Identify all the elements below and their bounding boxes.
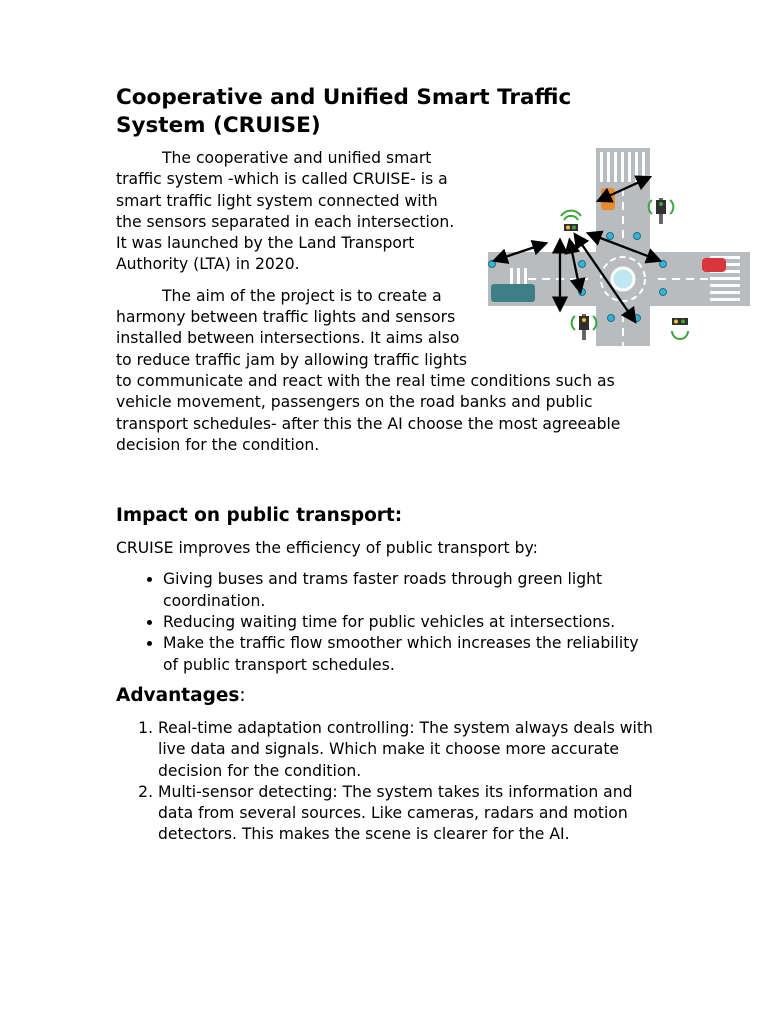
bus-icon <box>491 284 535 302</box>
document-page <box>116 84 656 846</box>
advantages-heading <box>116 684 656 708</box>
traffic-light-icon <box>572 314 597 340</box>
advantages-list <box>158 718 656 846</box>
impact-heading: Impact on public transport: <box>116 505 403 527</box>
list-item: • Reducing waiting time for public vehicles at intersections. <box>163 612 656 633</box>
list-item: • Giving buses and trams faster roads through green light coordination. <box>163 569 656 612</box>
impact-lead: CRUISE improves the efficiency of public transport by: <box>116 539 538 558</box>
roundabout-icon <box>612 268 634 290</box>
aim-paragraph: The aim of the project is to create a harmony between traffic lights and sensors installed between intersections. It aims also to reduce traffic jam by allowing traffic lights to communicate and react with the real time conditions such as vehicle movement, passengers on the road banks and public transport schedules- after this the AI choose the most agreeable decision for the condition. <box>116 286 621 454</box>
traffic-light-icon <box>672 318 688 339</box>
page-title: Cooperative and Unified Smart Traffic System (CRUISE) <box>116 85 572 138</box>
intersection-illustration <box>488 148 750 346</box>
list-item: 1. Real-time adaptation controlling: The system always deals with live data and signals. Which make it choose more accurate decision for the condition. <box>158 718 656 782</box>
advantages-heading-text: Advantages <box>116 684 240 706</box>
advantages-heading-colon: : <box>239 684 246 706</box>
intersection-diagram <box>488 148 750 346</box>
car-icon <box>702 258 726 272</box>
traffic-light-icon <box>649 198 674 224</box>
list-item: • Make the traffic flow smoother which increases the reliability of public transport schedules. <box>163 633 656 676</box>
list-item: 2. Multi-sensor detecting: The system takes its information and data from several sources. Like cameras, radars and motion detectors. This makes the scene is clearer for the AI. <box>158 782 656 846</box>
impact-list <box>163 569 656 675</box>
traffic-light-icon <box>561 211 581 231</box>
intro-paragraph: The cooperative and unified smart traffic system -which is called CRUISE- is a smart traffic light system connected with the sensors separated in each intersection. It was launched by the Land Transport Authority (LTA) in 2020. <box>116 149 455 274</box>
